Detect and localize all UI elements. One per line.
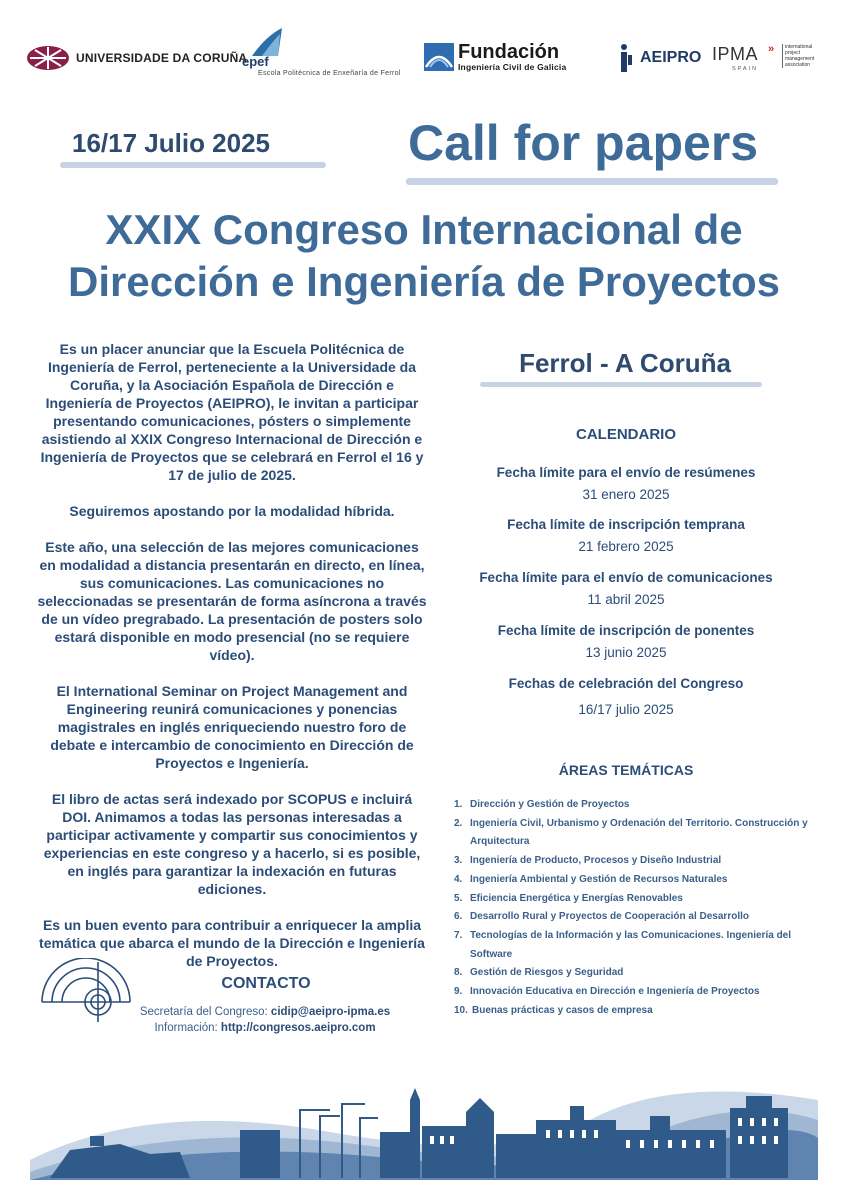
area-text: Gestión de Riesgos y Seguridad	[470, 967, 624, 979]
area-number: 10.	[454, 1004, 468, 1016]
congress-title-line2: Dirección e Ingeniería de Proyectos	[68, 258, 780, 305]
fundacion-title: Fundación	[458, 41, 560, 63]
contact-details	[118, 1004, 412, 1036]
fundacion-logo	[424, 42, 566, 72]
calendar-item-label: Fecha límite para el envío de comunicaciones	[479, 570, 773, 585]
intro-paragraph: Este año, una selección de las mejores comunicaciones en modalidad a distancia presentarán en directo, en línea, sus comunicaciones. Las comunicaciones no seleccionadas se presentarán de forma asíncrona a través de un vídeo pregrabado. La presentación de posters solo estará disponible en modo presencial (no se requiere vídeo).	[37, 539, 427, 663]
area-number: 2.	[454, 817, 463, 829]
calendar-item-date: 31 enero 2025	[582, 487, 670, 502]
area-text: Buenas prácticas y casos de empresa	[472, 1004, 653, 1016]
area-number: 1.	[454, 799, 463, 810]
fundacion-emblem-icon	[424, 43, 454, 71]
calendar-item-date: 13 junio 2025	[585, 645, 667, 660]
intro-paragraph: El libro de actas será indexado por SCOPUS e incluirá DOI. Animamos a todas las personas interesadas a participar activamente y compartir sus conocimientos y experiencias en este congreso y a hacerlo, si es posible, en inglés para garantizar la indexación en futuras ediciones.	[43, 791, 421, 897]
calendar-item	[456, 569, 796, 610]
epef-logo	[242, 26, 402, 82]
ipma-side-text: international project management association	[782, 44, 827, 68]
area-number: 9.	[454, 986, 463, 998]
area-item	[454, 890, 814, 909]
calendar-item	[456, 622, 796, 663]
area-text: Innovación Educativa en Dirección e Ingeniería de Proyectos	[470, 986, 760, 998]
calendar-title: CALENDARIO	[576, 426, 676, 443]
calendar-item	[456, 516, 796, 557]
area-number: 7.	[454, 929, 463, 941]
ipma-word: IPMA	[712, 44, 759, 64]
calendar-item	[456, 675, 796, 720]
area-text: Ingeniería Ambiental y Gestión de Recursos Naturales	[470, 873, 728, 885]
cfp-underline	[406, 178, 778, 185]
area-text: Ingeniería de Producto, Procesos y Diseño Industrial	[470, 855, 722, 867]
calendar-item-label: Fecha límite de inscripción temprana	[507, 517, 745, 532]
area-item	[454, 927, 814, 964]
area-text: Tecnologías de la Información y las Comunicaciones. Ingeniería del Software	[470, 929, 792, 960]
intro-paragraph: Seguiremos apostando por la modalidad híbrida.	[69, 503, 395, 519]
area-text: Desarrollo Rural y Proyectos de Cooperación al Desarrollo	[470, 911, 749, 923]
intro-paragraph: Es un buen evento para contribuir a enriquecer la amplia temática que abarca el mundo de la Dirección e Ingeniería de Proyectos.	[39, 917, 425, 969]
aeipro-emblem-icon	[616, 43, 636, 73]
info-label: Información:	[154, 1022, 218, 1034]
ipma-logo	[712, 42, 832, 74]
contact-info	[118, 1020, 412, 1036]
fundacion-subtitle: Ingeniería Civil de Galicia	[458, 62, 567, 72]
call-for-papers-title: Call for papers	[408, 115, 759, 171]
calendar-item-date: 16/17 julio 2025	[578, 702, 674, 717]
area-number: 5.	[454, 892, 463, 904]
epef-subtitle: Escola Politécnica de Enxeñaría de Ferrol	[258, 70, 401, 77]
udc-name: UNIVERSIDADE DA CORUÑA	[76, 51, 248, 65]
area-number: 4.	[454, 873, 463, 885]
udc-emblem-icon	[26, 44, 70, 72]
secretaria-label: Secretaría del Congreso:	[139, 1006, 268, 1018]
secretaria-email[interactable]: cidip@aeipro-ipma.es	[270, 1006, 391, 1018]
contact-secretaria	[118, 1004, 412, 1020]
area-item	[454, 908, 814, 927]
calendar-item-label: Fecha límite para el envío de resúmenes	[496, 465, 756, 480]
area-text: Dirección y Gestión de Proyectos	[470, 799, 630, 810]
area-item	[454, 964, 814, 983]
area-number: 3.	[454, 855, 463, 867]
area-item	[454, 815, 814, 852]
calendar-item-date: 21 febrero 2025	[578, 539, 674, 554]
area-item	[454, 1002, 814, 1021]
calendar-item-label: Fechas de celebración del Congreso	[508, 676, 744, 691]
calendar-item-date: 11 abril 2025	[587, 592, 665, 607]
epef-word: epef	[242, 54, 269, 69]
aeipro-logo	[616, 43, 701, 73]
congress-title-line1: XXIX Congreso Internacional de	[105, 206, 743, 253]
area-item	[454, 852, 814, 871]
date-underline	[60, 162, 326, 168]
areas-list	[454, 796, 814, 1020]
udc-logo	[26, 44, 247, 72]
congress-title	[0, 204, 848, 308]
area-number: 6.	[454, 911, 463, 923]
location-heading: Ferrol - A Coruña	[519, 348, 731, 378]
info-url[interactable]: http://congresos.aeipro.com	[220, 1022, 376, 1034]
aeipro-word: AEIPRO	[640, 49, 702, 66]
calendar-item-label: Fecha límite de inscripción de ponentes	[497, 623, 755, 638]
area-item	[454, 983, 814, 1002]
location-underline	[480, 382, 762, 387]
contact-title: CONTACTO	[221, 975, 311, 992]
intro-paragraph: Es un placer anunciar que la Escuela Politécnica de Ingeniería de Ferrol, perteneciente a la Universidade da Coruña, y la Asociación Española de Dirección e Ingeniería de Proyectos (AEIPRO), le invitan a participar presentando comunicaciones, pósters o simplemente asistiendo al XXIX Congreso Internacional de Dirección e Ingeniería de Proyectos que se celebrará en Ferrol el 16 y 17 de julio de 2025.	[40, 341, 424, 483]
ipma-arrow-icon: »	[768, 43, 775, 55]
area-item	[454, 796, 814, 815]
area-item	[454, 871, 814, 890]
ipma-country: SPAIN	[732, 66, 759, 72]
calendar-item	[456, 464, 796, 505]
ferrol-skyline-illustration	[30, 1060, 818, 1180]
area-text: Ingeniería Civil, Urbanismo y Ordenación del Territorio. Construcción y Arquitectura	[470, 817, 808, 848]
event-date-heading: 16/17 Julio 2025	[72, 128, 271, 158]
areas-title: ÁREAS TEMÁTICAS	[558, 762, 694, 778]
intro-paragraph: El International Seminar on Project Management and Engineering reunirá comunicaciones y ponencias magistrales en inglés enriqueciendo nuestro foro de debate e intercambio de conocimiento en Dirección de Proyectos e Ingeniería.	[50, 683, 414, 771]
intro-text	[36, 340, 428, 988]
area-text: Eficiencia Energética y Energías Renovables	[470, 892, 683, 904]
area-number: 8.	[454, 967, 463, 979]
